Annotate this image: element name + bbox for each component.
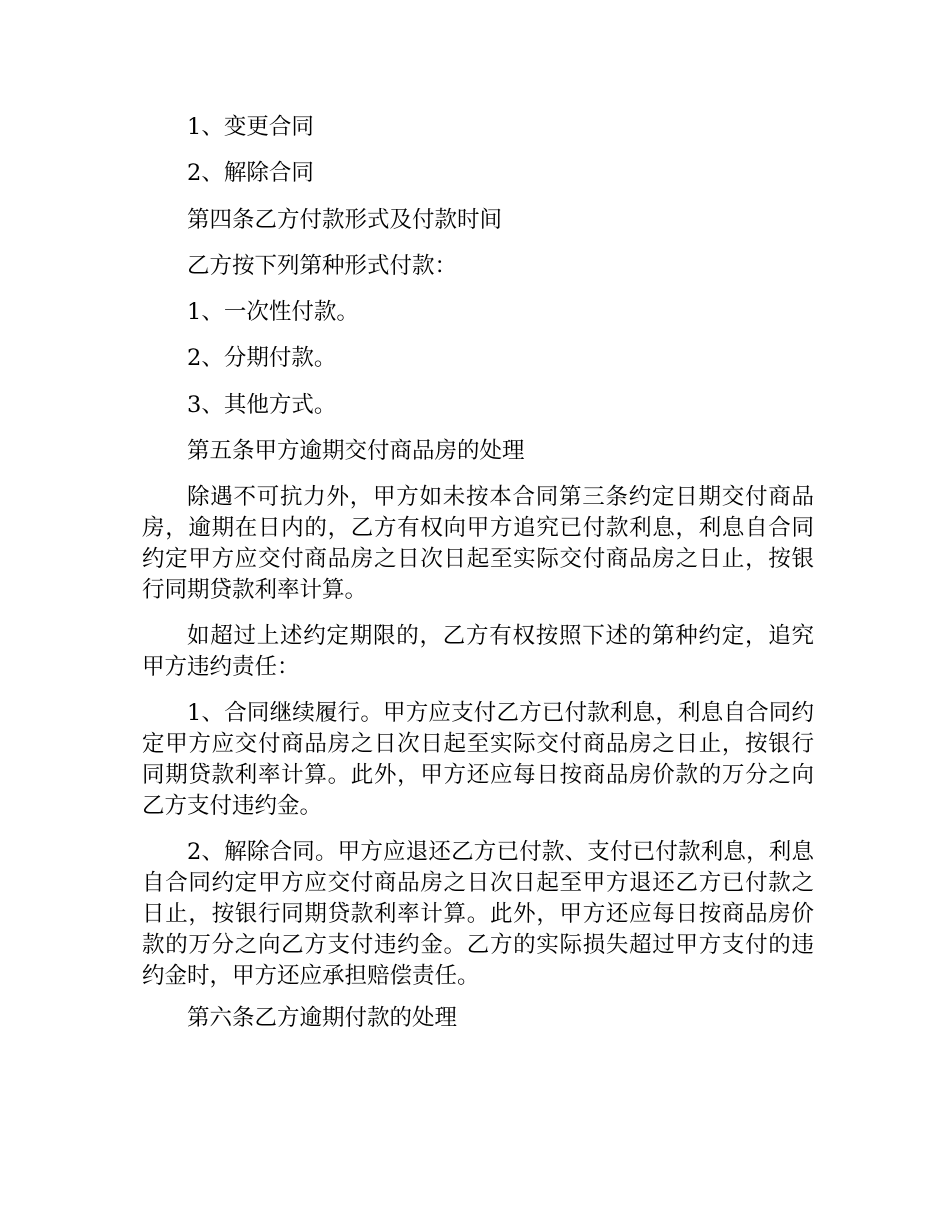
list-item-rescind-contract: 2、解除合同。甲方应退还乙方已付款、支付已付款利息，利息自合同约定甲方应交付商品房之日次日起至甲方退还乙方已付款之日止，按银行同期贷款利率计算。此外，甲方还应每日按商品房价款的万分之向乙方支付违约金。乙方的实际损失超过甲方支付的违约金时，甲方还应承担赔偿责任。 xyxy=(142,839,814,989)
list-item-installment: 2、分期付款。 xyxy=(187,345,337,371)
list-item-lump-sum: 1、一次性付款。 xyxy=(187,299,359,325)
list-item-other-methods: 3、其他方式。 xyxy=(187,392,337,418)
list-item-terminate-contract: 2、解除合同 xyxy=(187,160,314,186)
paragraph-payment-form-intro: 乙方按下列第种形式付款： xyxy=(187,253,458,279)
heading-article-6: 第六条乙方逾期付款的处理 xyxy=(187,1005,458,1031)
heading-article-4: 第四条乙方付款形式及付款时间 xyxy=(187,207,503,233)
heading-article-5: 第五条甲方逾期交付商品房的处理 xyxy=(187,438,525,464)
paragraph-force-majeure: 除遇不可抗力外，甲方如未按本合同第三条约定日期交付商品房，逾期在日内的，乙方有权向甲方追究已付款利息，利息自合同约定甲方应交付商品房之日次日起至实际交付商品房之日止，按银行同期贷款利率计算。 xyxy=(142,484,814,603)
list-item-continue-performance: 1、合同继续履行。甲方应支付乙方已付款利息，利息自合同约定甲方应交付商品房之日次日起至实际交付商品房之日止，按银行同期贷款利率计算。此外，甲方还应每日按商品房价款的万分之向乙方支付违约金。 xyxy=(142,700,814,819)
list-item-change-contract: 1、变更合同 xyxy=(187,114,314,140)
paragraph-beyond-deadline: 如超过上述约定期限的，乙方有权按照下述的第种约定，追究甲方违约责任： xyxy=(142,623,814,680)
